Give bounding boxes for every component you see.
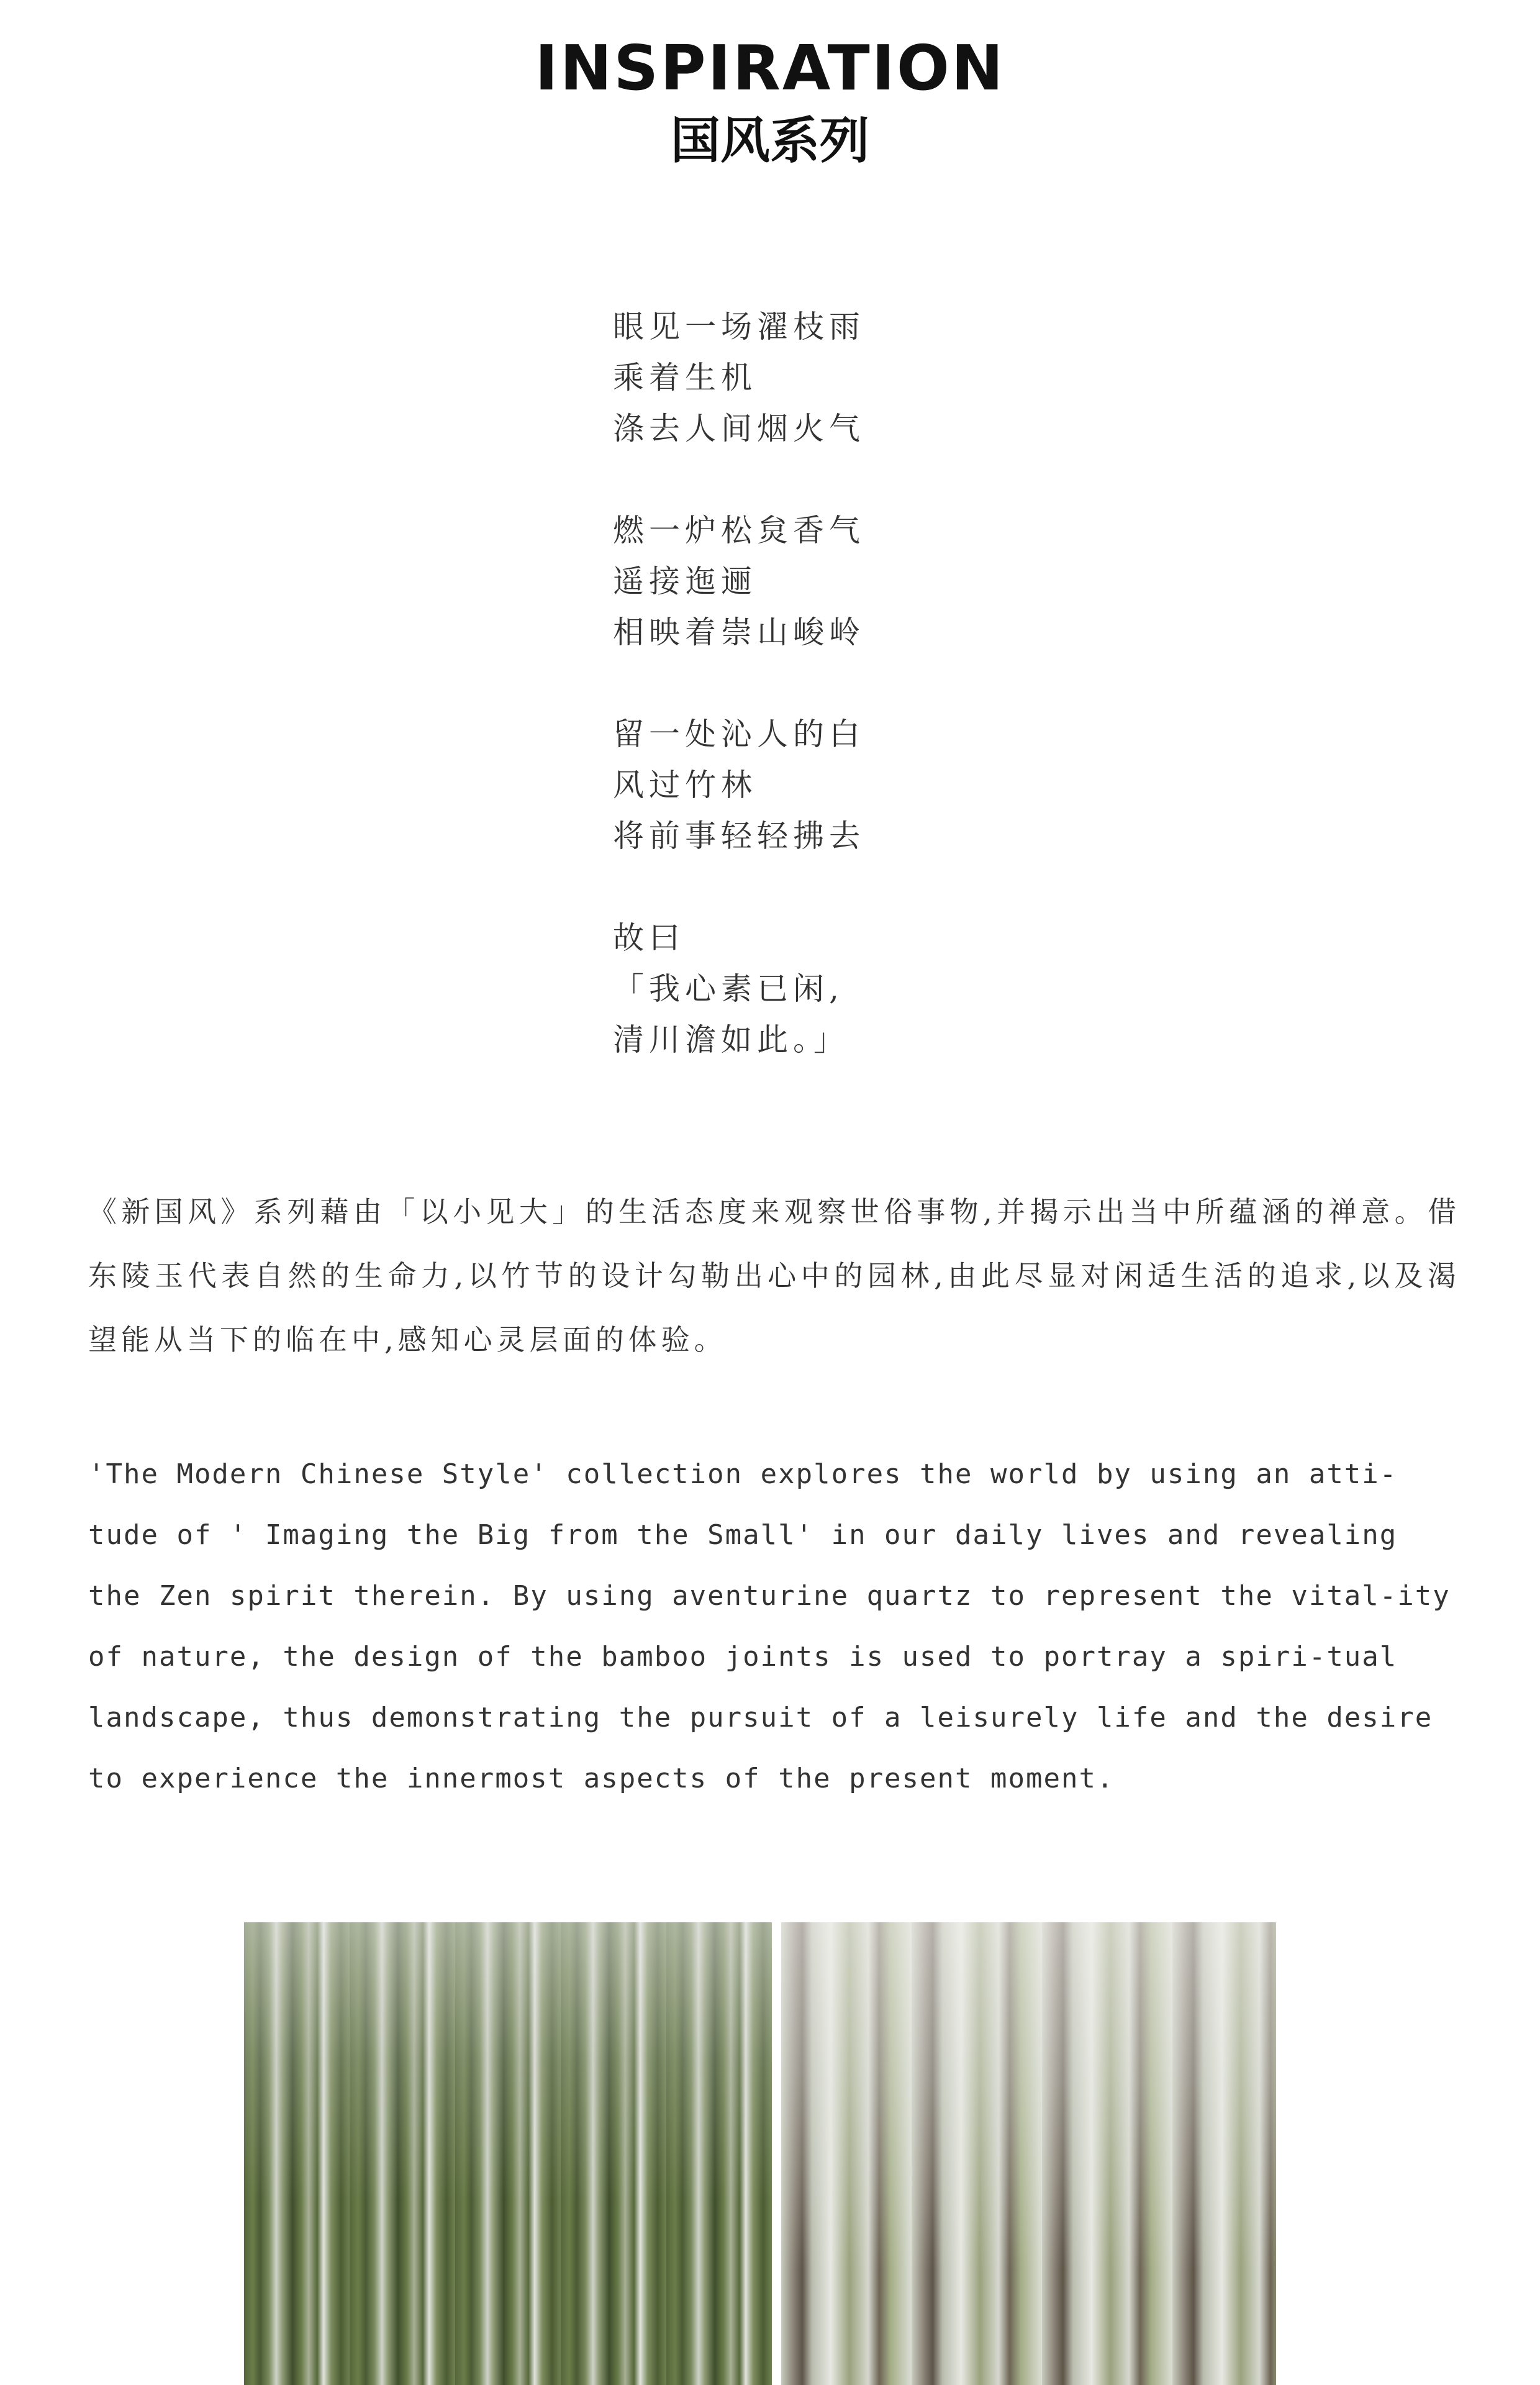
poem-line: 留一处沁人的白 (613, 716, 865, 752)
bamboo-forest-image (244, 1922, 772, 2385)
description-en: 'The Modern Chinese Style' collection explores the world by using an atti-tude of ' Imaging the Big from the Small' in our daily lives and revealing the Zen spirit therein. By using aventurine quartz to represent the vital-ity of nature, the design of the bamboo joints is used to portray a spiri-tual landscape, thus demonstrating the pursuit of a leisurely life and the desire to experience the innermost aspects of the present moment. (88, 1458, 1451, 1794)
poem-stanza (613, 912, 985, 1065)
poem-stanza (613, 505, 985, 658)
poem-line: 燃一炉松炱香气 (613, 512, 865, 548)
description-zh: 《新国风》系列藉由「以小见大」的生活态度来观察世俗事物,并揭示出当中所蕴涵的禅意。借东陵玉代表自然的生命力,以竹节的设计勾勒出心中的园林,由此尽显对闲适生活的追求,以及渴望能从当下的临在中,感知心灵层面的体验。 (88, 1195, 1461, 1356)
poem-line: 将前事轻轻拂去 (613, 818, 865, 854)
poem-stanza (613, 301, 985, 454)
poem (613, 301, 985, 1065)
poem-line: 涤去人间烟火气 (613, 411, 865, 447)
poem-line: 眼见一场濯枝雨 (613, 309, 865, 345)
poem-line: 「我心素已闲, (613, 971, 844, 1007)
poem-line: 乘着生机 (613, 360, 757, 396)
page-subtitle: 国风系列 (671, 112, 869, 170)
poem-line: 风过竹林 (613, 767, 757, 803)
poem-line: 故曰 (613, 920, 685, 956)
poem-line: 清川澹如此。」 (613, 1022, 849, 1058)
poem-stanza (613, 709, 985, 861)
page-title: INSPIRATION (535, 32, 1005, 104)
poem-line: 遥接迤逦 (613, 563, 757, 599)
misty-forest-image (781, 1922, 1276, 2385)
poem-line: 相映着崇山峻岭 (613, 614, 865, 650)
